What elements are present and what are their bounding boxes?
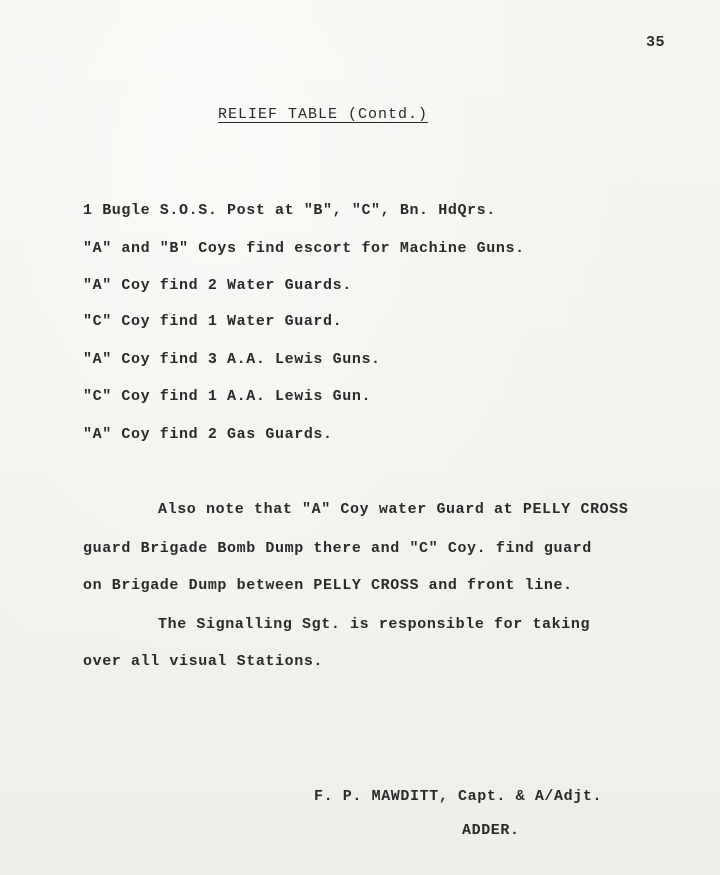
list-item: "C" Coy find 1 A.A. Lewis Gun. bbox=[83, 388, 372, 405]
list-item: "A" and "B" Coys find escort for Machine Guns. bbox=[83, 240, 525, 257]
unit-name: ADDER. bbox=[462, 822, 520, 839]
paragraph-line: Also note that "A" Coy water Guard at PELLY CROSS bbox=[158, 501, 629, 518]
paragraph-line: The Signalling Sgt. is responsible for taking bbox=[158, 616, 591, 633]
paragraph-line: on Brigade Dump between PELLY CROSS and front line. bbox=[83, 577, 573, 594]
paragraph-line: guard Brigade Bomb Dump there and "C" Coy. find guard bbox=[83, 540, 592, 557]
paragraph-line: over all visual Stations. bbox=[83, 653, 324, 670]
list-item: "C" Coy find 1 Water Guard. bbox=[83, 313, 343, 330]
list-item: "A" Coy find 3 A.A. Lewis Guns. bbox=[83, 351, 381, 368]
signature: F. P. MAWDITT, Capt. & A/Adjt. bbox=[314, 788, 603, 805]
list-item: "A" Coy find 2 Water Guards. bbox=[83, 277, 352, 294]
list-item: 1 Bugle S.O.S. Post at "B", "C", Bn. HdQrs. bbox=[83, 202, 496, 219]
page-number: 35 bbox=[646, 34, 666, 51]
list-item: "A" Coy find 2 Gas Guards. bbox=[83, 426, 333, 443]
document-title: RELIEF TABLE (Contd.) bbox=[218, 106, 429, 123]
